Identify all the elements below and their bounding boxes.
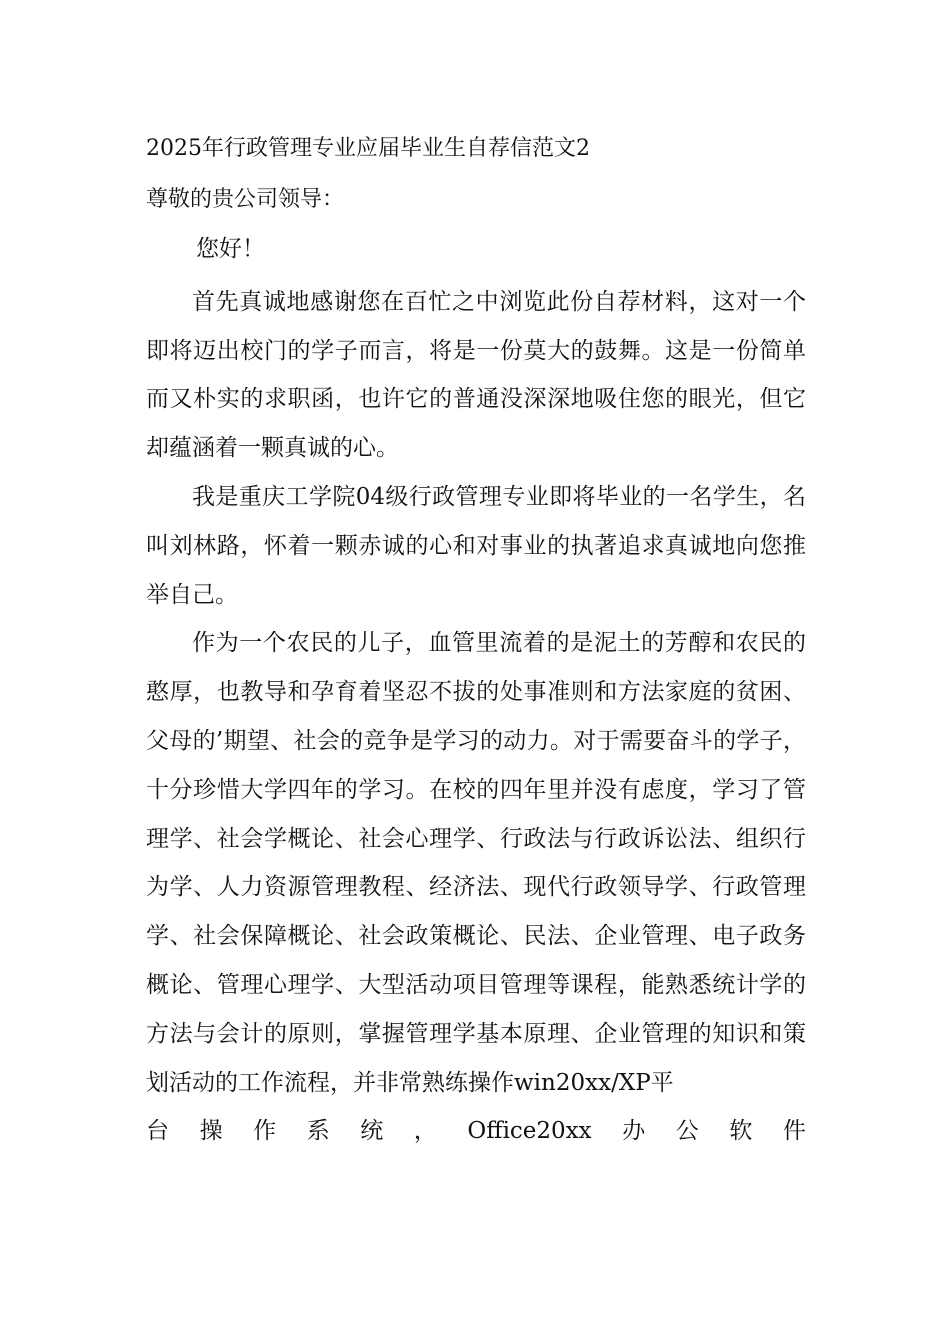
last-line-token: 办 bbox=[622, 1118, 646, 1145]
document-title: 2025年行政管理专业应届毕业生自荐信范文2 bbox=[146, 136, 590, 161]
last-line-token: ， bbox=[413, 1118, 437, 1145]
paragraph-gratitude: 首先真诚地感谢您在百忙之中浏览此份自荐材料，这对一个即将迈出校门的学子而言，将是一份莫大的鼓舞。这是一份简单而又朴实的求职函，也许它的普通没深深地吸住您的眼光，但它却蕴涵着一颗真诚的心。 bbox=[146, 288, 806, 462]
last-line-token: 操 bbox=[199, 1118, 223, 1145]
last-line-token: 台 bbox=[146, 1118, 169, 1145]
last-line-token: Office20xx bbox=[467, 1118, 592, 1145]
letter-body bbox=[146, 225, 806, 1156]
greeting: 您好！ bbox=[196, 236, 265, 262]
last-line-token: 公 bbox=[675, 1118, 699, 1145]
last-line-token: 软 bbox=[729, 1118, 753, 1145]
last-line-token: 系 bbox=[306, 1118, 330, 1145]
last-line-token: 件 bbox=[782, 1118, 806, 1145]
paragraph-introduction: 我是重庆工学院04级行政管理专业即将毕业的一名学生，名叫刘林路，怀着一颗赤诚的心和对事业的执著追求真诚地向您推举自己。 bbox=[146, 483, 806, 608]
justified-last-line bbox=[146, 1107, 806, 1156]
paragraph-background: 作为一个农民的儿子，血管里流着的是泥土的芳醇和农民的憨厚，也教导和孕育着坚忍不拔的处事准则和方法家庭的贫困、父母的’期望、社会的竞争是学习的动力。对于需要奋斗的学子，十分珍惜大学四年的学习。在校的四年里并没有虑度，学习了管理学、社会学概论、社会心理学、行政法与行政诉讼法、组织行为学、人力资源管理教程、经济法、现代行政领导学、行政管理学、社会保障概论、社会政策概论、民法、企业管理、电子政务概论、管理心理学、大型活动项目管理等课程，能熟悉统计学的方法与会计的原则，掌握管理学基本原理、企业管理的知识和策划活动的工作流程，并非常熟练操作win20xx/XP平 bbox=[146, 630, 806, 1096]
last-line-token: 统 bbox=[360, 1118, 384, 1145]
salutation: 尊敬的贵公司领导： bbox=[146, 187, 345, 212]
last-line-token: 作 bbox=[253, 1118, 277, 1145]
